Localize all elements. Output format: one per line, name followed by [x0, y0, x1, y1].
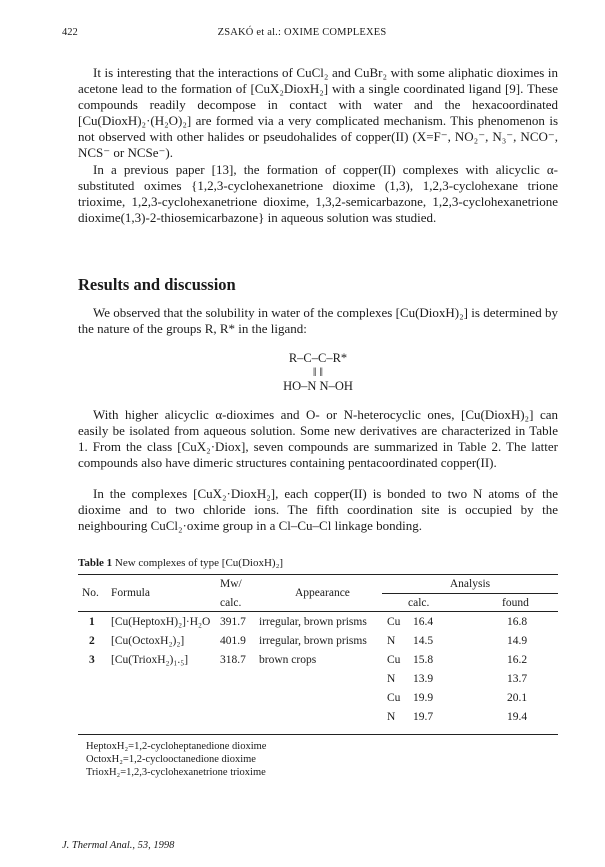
analysis-found: 16.8: [507, 616, 528, 628]
analysis-found: 20.1: [507, 692, 528, 704]
journal-footer: J. Thermal Anal., 53, 1998: [62, 840, 175, 851]
analysis-calc: 19.9: [413, 692, 434, 704]
header-mw-calc: calc.: [220, 597, 242, 609]
section-heading: Results and discussion: [78, 275, 236, 294]
analysis-found: 19.4: [507, 711, 528, 723]
row-number: 2: [89, 635, 95, 647]
analysis-element: Cu: [387, 616, 401, 628]
paragraph-2: [78, 162, 558, 226]
table-note: HeptoxH₂=1,2-cycloheptanedione dioxime: [86, 741, 267, 752]
table-bottom-rule: [78, 734, 558, 735]
row-mw: 318.7: [220, 654, 246, 666]
table-caption-text: New complexes of type [Cu(DioxH)₂]: [114, 557, 284, 569]
row-mw: 391.7: [220, 616, 246, 628]
analysis-calc: 14.5: [413, 635, 434, 647]
analysis-element: Cu: [387, 692, 401, 704]
analysis-found: 16.2: [507, 654, 528, 666]
header-analysis: Analysis: [449, 578, 491, 590]
analysis-calc: 15.8: [413, 654, 434, 666]
paragraph-text: In the complexes [CuX₂·DioxH₂], each copper(II) is bonded to two N atoms of the dioxime and to two chloride ions. The fifth coordination site is occupied by the neighbouring CuCl₂·oxime group in a Cl–Cu–Cl linkage bonding.: [78, 486, 558, 533]
paragraph-text: We observed that the solubility in water of the complexes [Cu(DioxH)₂] is determined by the nature of the groups R, R* in the ligand:: [78, 305, 558, 336]
analysis-element: Cu: [387, 654, 401, 666]
table-caption: [78, 557, 283, 569]
analysis-calc: 19.7: [413, 711, 434, 723]
row-formula: [Cu(TrioxH₂)₁.₅]: [111, 654, 189, 666]
paragraph-text: With higher alicyclic α-dioximes and O- or N-heterocyclic ones, [Cu(DioxH)₂] can easily be isolated from aqueous solution. Some new derivatives are characterized in Table 1. From the class [CuX₂·Diox], seven compounds are summarized in Table 2. The latter compounds also have dimeric structures containing pentacoordinated copper(II).: [78, 407, 558, 470]
row-mw: 401.9: [220, 635, 246, 647]
analysis-calc: 13.9: [413, 673, 434, 685]
running-head: [62, 27, 542, 41]
row-appearance: brown crops: [259, 654, 317, 666]
header-formula: Formula: [111, 587, 150, 599]
page-number: 422: [62, 27, 78, 38]
paragraph-3: [78, 305, 558, 337]
paragraph-text: In a previous paper [13], the formation of copper(II) complexes with alicyclic α-substituted oximes {1,2,3-cyclohexanetrione dioxime (1,3), 1,2,3-cyclohexane trione trioxime, 1,2,3-cyclohexanetrione dioxime, 1,3,2-semicarbazone, 1,2,3-cyclohexanetrione dioxime(1,3)-2-thiosemicarbazone} in aqueous solution was studied.: [78, 162, 558, 225]
row-formula: [Cu(OctoxH₂)₂]: [111, 635, 185, 647]
row-appearance: irregular, brown prisms: [259, 635, 367, 647]
analysis-header-rule: [382, 593, 558, 594]
analysis-element: N: [387, 635, 396, 647]
table-top-rule: [78, 574, 558, 575]
table-caption-label: Table 1: [78, 557, 113, 569]
analysis-found: 13.7: [507, 673, 528, 685]
header-calc: calc.: [408, 597, 430, 609]
table-note: TrioxH₂=1,2,3-cyclohexanetrione trioxime: [86, 767, 266, 778]
header-appearance: Appearance: [295, 587, 350, 599]
header-title: ZSAKÓ et al.: OXIME COMPLEXES: [217, 27, 387, 38]
row-number: 3: [89, 654, 95, 666]
analysis-element: N: [387, 673, 396, 685]
paragraph-text: It is interesting that the interactions of CuCl₂ and CuBr₂ with some aliphatic dioximes in acetone lead to the formation of [CuX₂DioxH₂] with a single coordinated ligand [9]. These compounds readily decompose in contact with water and the hexacoordinated [Cu(DioxH)₂·(H₂O)₂] are formed via a very complicated mechanism. This phenomenon is not observed with other halides or pseudohalides of copper(II) (X=F⁻, NO₂⁻, N₃⁻, NCO⁻, NCS⁻ or NCSe⁻).: [78, 65, 558, 160]
analysis-found: 14.9: [507, 635, 528, 647]
header-no: No.: [82, 587, 99, 599]
row-formula: [Cu(HeptoxH)₂]·H₂O: [111, 616, 211, 628]
analysis-element: N: [387, 711, 396, 723]
formula-line-3: HO–N N–OH: [283, 379, 353, 393]
formula-line-2: ‖ ‖: [312, 365, 324, 379]
table-header-rule: [78, 611, 558, 612]
row-number: 1: [89, 616, 95, 628]
header-found: found: [502, 597, 529, 609]
analysis-calc: 16.4: [413, 616, 434, 628]
header-mw: Mw/: [220, 578, 242, 590]
paragraph-5: [78, 486, 558, 534]
row-appearance: irregular, brown prisms: [259, 616, 367, 628]
paragraph-1: [78, 65, 558, 161]
paragraph-4: [78, 407, 558, 471]
table-note: OctoxH₂=1,2-cyclooctanedione dioxime: [86, 754, 256, 765]
formula-line-1: R–C–C–R*: [288, 351, 348, 365]
